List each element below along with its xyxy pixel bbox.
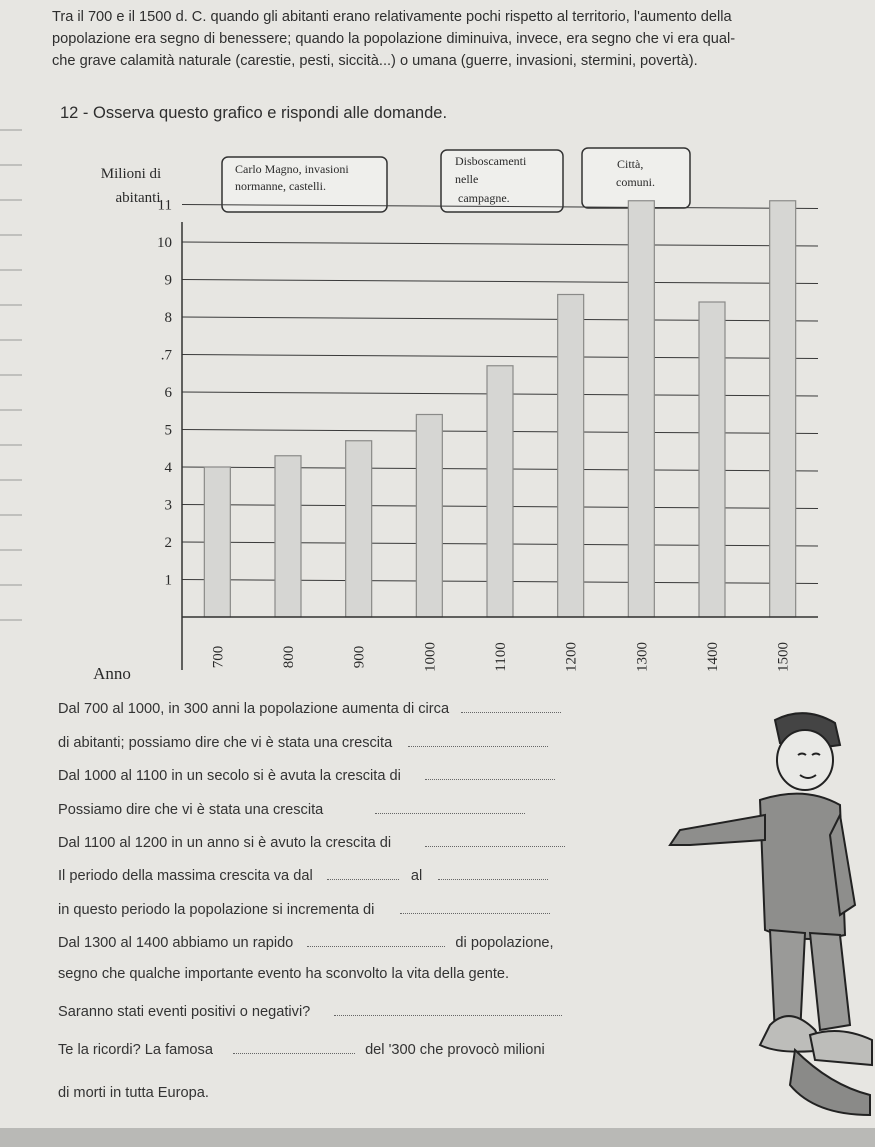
y-tick-label: 5 — [164, 422, 172, 439]
exercise-line-8: Dal 1300 al 1400 abbiamo un rapido di popolazione, — [58, 935, 554, 951]
x-tick-label-1500: 1500 — [775, 642, 792, 672]
annotation-2-line-1: Disboscamenti — [455, 154, 527, 168]
exercise-line-7: in questo periodo la popolazione si incrementa di — [58, 901, 550, 918]
annotation-3-line-1: Città, — [617, 157, 644, 171]
y-tick-label: 1 — [164, 572, 172, 589]
exercise-line-10: Saranno stati eventi positivi o negativi? — [58, 1003, 562, 1020]
y-tick-label: 4 — [164, 460, 172, 476]
x-tick-label-900: 900 — [351, 645, 368, 669]
y-tick-label: 9 — [164, 272, 172, 289]
intro-line-1: Tra il 700 e il 1500 d. C. quando gli abitanti erano relativamente pochi rispetto al territorio, l'aumento della — [52, 9, 732, 25]
x-tick-label-1400: 1400 — [705, 642, 721, 672]
x-tick-label-1100: 1100 — [493, 642, 509, 672]
exercise-line-11: Te la ricordi? La famosa del '300 che provocò milioni — [58, 1042, 545, 1058]
annotation-3-line-2: comuni. — [616, 175, 655, 189]
answer-blank-5[interactable] — [425, 834, 565, 847]
x-tick-label-1000: 1000 — [422, 642, 439, 672]
answer-blank-7[interactable] — [400, 901, 550, 914]
x-tick-label-700: 700 — [210, 645, 227, 669]
y-tick-label: 3 — [164, 497, 172, 514]
y-tick-label: 8 — [164, 310, 172, 326]
answer-blank-3[interactable] — [425, 767, 555, 780]
exercise-line-4: Possiamo dire che vi è stata una crescita — [58, 801, 525, 818]
annotation-2-line-2: nelle — [455, 172, 479, 186]
annotation-1-line-1: Carlo Magno, invasioni — [235, 162, 349, 176]
y-tick-label: 10 — [157, 235, 172, 251]
exercise-line-2: di abitanti; possiamo dire che vi è stata una crescita — [58, 734, 548, 751]
exercise-line-1: Dal 700 al 1000, in 300 anni la popolazione aumenta di circa — [58, 700, 561, 717]
exercise-line-5: Dal 1100 al 1200 in un anno si è avuto la crescita di — [58, 834, 565, 851]
annotation-2-line-3: campagne. — [458, 191, 510, 205]
answer-blank-6b[interactable] — [438, 867, 548, 880]
y-tick-label: .7 — [160, 347, 172, 364]
cartoon-character-illustration — [640, 705, 875, 1145]
exercise-line-6: Il periodo della massima crescita va dal al — [58, 867, 548, 884]
answer-blank-1[interactable] — [461, 700, 561, 713]
question-heading: 12 - Osserva questo grafico e rispondi alle domande. — [60, 104, 448, 122]
answer-blank-4[interactable] — [375, 801, 525, 814]
y-tick-label: 6 — [164, 385, 172, 401]
answer-blank-10[interactable] — [334, 1003, 562, 1016]
annotation-1-line-2: normanne, castelli. — [235, 179, 326, 193]
answer-blank-6a[interactable] — [327, 867, 399, 880]
intro-line-3: che grave calamità naturale (carestie, pesti, siccità...) o umana (guerre, invasioni, stermini, povertà). — [52, 53, 698, 69]
answer-blank-2[interactable] — [408, 734, 548, 747]
y-tick-label: 2 — [164, 535, 172, 551]
intro-line-2: popolazione era segno di benessere; quando la popolazione diminuiva, invece, era segno che vi era qual- — [52, 31, 736, 47]
exercise-line-3: Dal 1000 al 1100 in un secolo si è avuta la crescita di — [58, 767, 555, 784]
exercise-line-12: di morti in tutta Europa. — [58, 1085, 209, 1101]
xlabel: Anno — [93, 664, 131, 683]
ylabel-line-1: Milioni di — [100, 166, 162, 182]
answer-blank-11[interactable] — [233, 1041, 355, 1054]
x-tick-label-800: 800 — [281, 645, 297, 669]
x-tick-label-1200: 1200 — [563, 642, 580, 672]
bottom-edge-shadow — [0, 1128, 875, 1147]
y-tick-label: 11 — [157, 197, 172, 214]
exercise-line-9: segno che qualche importante evento ha sconvolto la vita della gente. — [58, 966, 510, 982]
answer-blank-8[interactable] — [307, 934, 445, 947]
x-tick-label-1300: 1300 — [634, 642, 651, 672]
ylabel-line-2: abitanti — [115, 190, 161, 206]
